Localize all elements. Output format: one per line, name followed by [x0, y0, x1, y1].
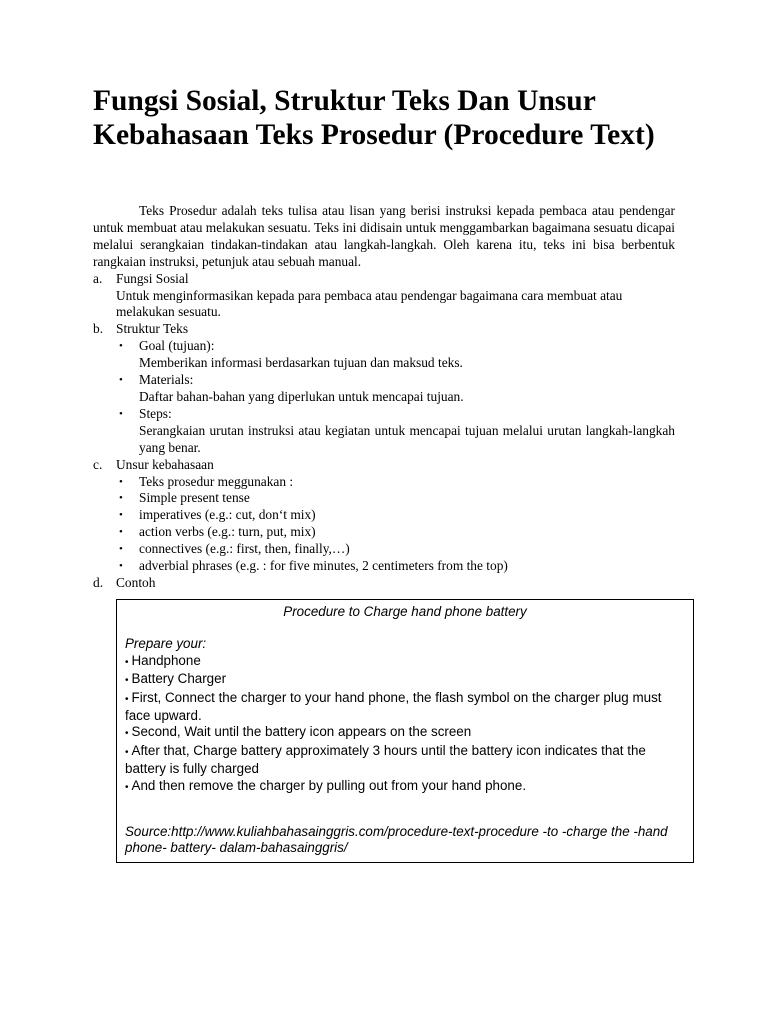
- section-heading: Unsur kebahasaan: [116, 456, 214, 472]
- example-title: Procedure to Charge hand phone battery: [283, 604, 527, 619]
- list-item: [116, 338, 675, 372]
- example-box: [116, 599, 694, 863]
- bullet-icon: •: [125, 781, 129, 793]
- section-letter: b.: [93, 321, 104, 337]
- list-item: [116, 474, 675, 491]
- item-text: adverbial phrases (e.g. : for five minutes, 2 centimeters from the top): [139, 558, 508, 574]
- item-description: Daftar bahan-bahan yang diperlukan untuk mencapai tujuan.: [139, 388, 464, 404]
- bullet-icon: •: [119, 560, 123, 573]
- bullet-icon: •: [119, 340, 123, 353]
- list-item: [116, 541, 675, 558]
- bullet-icon: •: [125, 656, 129, 668]
- section-letter: d.: [93, 574, 104, 590]
- bullet-icon: •: [125, 675, 129, 687]
- step-text: First, Connect the charger to your hand phone, the flash symbol on the charger plug must face upward.: [125, 689, 662, 724]
- section-fungsi-sosial: [93, 271, 675, 322]
- bullet-icon: •: [125, 728, 129, 740]
- item-label: Steps:: [139, 405, 172, 421]
- bullet-icon: •: [119, 509, 123, 522]
- list-item: [116, 490, 675, 507]
- step-text: Handphone: [131, 652, 201, 668]
- list-item: [116, 524, 675, 541]
- language-features-list: [93, 474, 675, 575]
- item-text: action verbs (e.g.: turn, put, mix): [139, 524, 316, 540]
- step-text: And then remove the charger by pulling out from your hand phone.: [131, 777, 527, 793]
- item-description: Memberikan informasi berdasarkan tujuan dan maksud teks.: [139, 355, 463, 371]
- bullet-icon: •: [119, 526, 123, 539]
- section-unsur-kebahasaan: [93, 457, 675, 575]
- example-step: [125, 671, 685, 689]
- item-text: imperatives (e.g.: cut, don‘t mix): [139, 507, 316, 523]
- item-text: connectives (e.g.: first, then, finally,…): [139, 541, 350, 557]
- section-heading: Struktur Teks: [116, 321, 189, 337]
- item-text: Teks prosedur meggunakan :: [139, 473, 294, 489]
- example-step: [125, 743, 685, 778]
- example-step: [125, 778, 685, 796]
- list-item: [116, 507, 675, 524]
- bullet-icon: •: [119, 374, 123, 387]
- bullet-icon: •: [125, 693, 129, 705]
- bullet-icon: •: [119, 475, 123, 488]
- example-step: [125, 724, 685, 742]
- section-letter: a.: [93, 270, 103, 286]
- bullet-icon: •: [125, 746, 129, 758]
- step-text: Second, Wait until the battery icon appears on the screen: [131, 724, 472, 740]
- example-step: [125, 653, 685, 671]
- example-prepare-label: Prepare your:: [125, 636, 207, 652]
- list-item: [116, 372, 675, 406]
- section-letter: c.: [93, 456, 103, 472]
- section-contoh: [93, 575, 675, 592]
- bullet-icon: •: [119, 543, 123, 556]
- structure-list: [93, 338, 675, 456]
- example-source: Source:http://www.kuliahbahasainggris.com/procedure-text-procedure -to -charge the -hand phone- battery- dalam-bahasainggris/: [125, 824, 668, 856]
- section-heading: Fungsi Sosial: [116, 270, 189, 286]
- item-text: Simple present tense: [139, 490, 250, 506]
- item-description: Serangkaian urutan instruksi atau kegiatan untuk mencapai tujuan melalui urutan langkah-langkah yang benar.: [139, 422, 675, 455]
- item-label: Materials:: [139, 372, 194, 388]
- section-body: Untuk menginformasikan kepada para pembaca atau pendengar bagaimana cara membuat atau melakukan sesuatu.: [116, 287, 623, 320]
- item-label: Goal (tujuan):: [139, 338, 215, 354]
- example-step: [125, 690, 685, 725]
- document-body: [93, 203, 675, 592]
- list-item: [116, 406, 675, 457]
- section-struktur-teks: [93, 321, 675, 456]
- list-item: [116, 558, 675, 575]
- bullet-icon: •: [119, 492, 123, 505]
- step-text: Battery Charger: [131, 671, 227, 687]
- intro-paragraph: Teks Prosedur adalah teks tulisa atau lisan yang berisi instruksi kepada pembaca atau pendengar untuk membuat atau melakukan sesuatu. Teks ini didisain untuk menggambarkan bagaimana sesuatu dicapai melalui serangkaian tindakan-tindakan atau langkah-langkah. Oleh karena itu, teks ini bisa berbentuk rangkaian instruksi, petunjuk atau sebuah manual.: [93, 203, 675, 269]
- step-text: After that, Charge battery approximately 3 hours until the battery icon indicates that the battery is fully charged: [125, 742, 646, 777]
- bullet-icon: •: [119, 407, 123, 420]
- page-title: Fungsi Sosial, Struktur Teks Dan Unsur Kebahasaan Teks Prosedur (Procedure Text): [93, 85, 655, 151]
- section-heading: Contoh: [116, 574, 156, 590]
